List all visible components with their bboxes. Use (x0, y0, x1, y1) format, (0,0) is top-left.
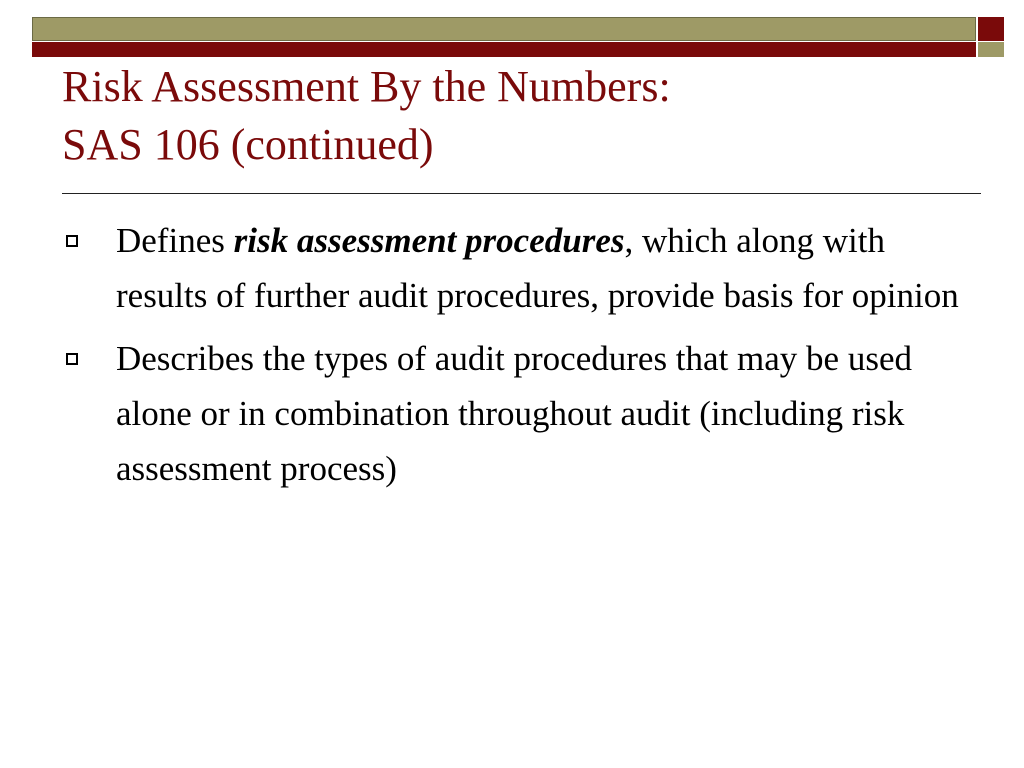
title-line-1: Risk Assessment By the Numbers: (62, 62, 671, 111)
slide-title (62, 58, 962, 174)
header-bar-olive (32, 17, 976, 41)
bullet-text-after: , which along with results of further audit procedures, provide basis for opinion (116, 221, 959, 315)
corner-square-maroon (978, 17, 1004, 41)
title-line-2: SAS 106 (continued) (62, 120, 434, 169)
title-divider (62, 193, 981, 194)
bullet-text-before: Defines (116, 221, 234, 260)
hollow-square-bullet-icon (66, 353, 78, 365)
corner-square-olive (978, 42, 1004, 57)
bullet-item-defines (62, 213, 962, 323)
bullet-text-emphasis: risk assessment procedures (233, 221, 625, 260)
hollow-square-bullet-icon (66, 235, 78, 247)
bullet-text: Describes the types of audit procedures that may be used alone or in combination throughout audit (including risk assessment process) (116, 339, 912, 488)
bullet-item-describes (62, 331, 962, 496)
header-bar-maroon (32, 42, 976, 57)
bullet-list (62, 213, 962, 504)
